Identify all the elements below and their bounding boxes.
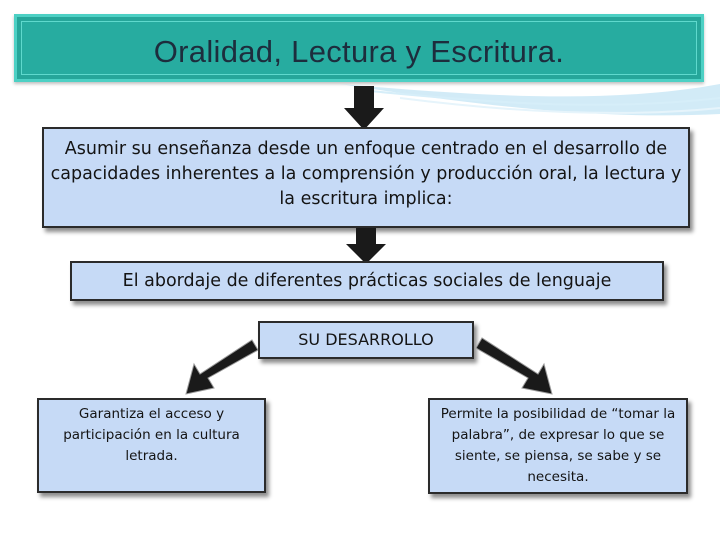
right-outcome-box: Permite la posibilidad de “tomar la palabra”, de expresar lo que se siente, se piensa, se sabe y se necesita.: [428, 398, 688, 494]
arrow-down-title-to-intro: [344, 86, 384, 130]
left-outcome-box: Garantiza el acceso y participación en la cultura letrada.: [37, 398, 266, 493]
decorative-swoosh: [340, 78, 720, 128]
title-banner: [14, 14, 704, 82]
practices-box: El abordaje de diferentes prácticas sociales de lenguaje: [70, 261, 664, 301]
arrow-diagonal-right: [476, 334, 562, 400]
page-title: Oralidad, Lectura y Escritura.: [153, 34, 565, 69]
arrow-diagonal-left: [178, 336, 258, 400]
arrow-down-intro-to-practices: [346, 228, 386, 264]
development-box: SU DESARROLLO: [258, 321, 474, 359]
intro-box: Asumir su enseñanza desde un enfoque centrado en el desarrollo de capacidades inherentes a la comprensión y producción oral, la lectura y la escritura implica:: [42, 127, 690, 228]
